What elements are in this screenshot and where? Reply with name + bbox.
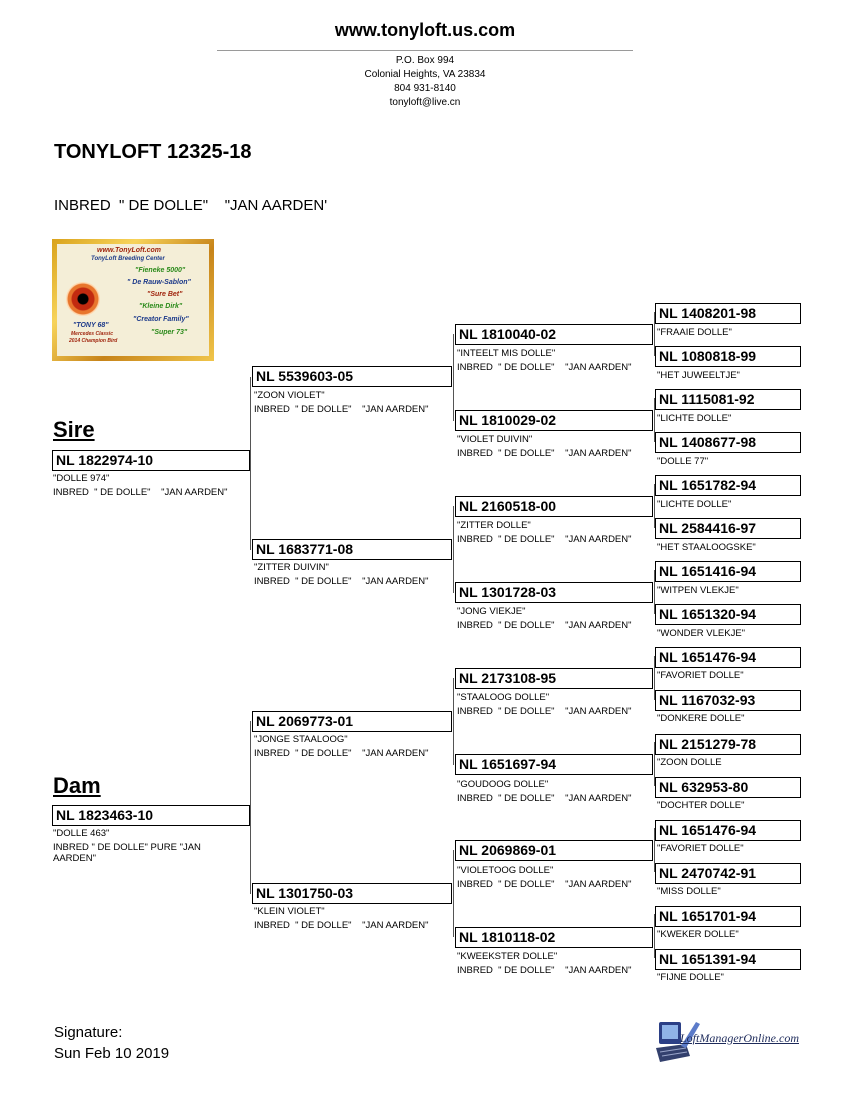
signature-block	[54, 1022, 169, 1064]
sire-name: "DOLLE 974"	[53, 473, 110, 484]
gen3-name: "GOUDOOG DOLLE"	[457, 779, 549, 790]
tonyloft-logo-image	[52, 239, 214, 361]
gen4-band: NL 1651391-94	[655, 949, 801, 970]
gen4-band: NL 2470742-91	[655, 863, 801, 884]
gen2-lineage: INBRED " DE DOLLE" "JAN AARDEN"	[254, 576, 429, 587]
dam-name: "DOLLE 463"	[53, 828, 110, 839]
gen4-band: NL 2584416-97	[655, 518, 801, 539]
gen3-name: "STAALOOG DOLLE"	[457, 692, 550, 703]
logo-line: "Kleine Dirk"	[139, 303, 183, 310]
gen2-lineage: INBRED " DE DOLLE" "JAN AARDEN"	[254, 920, 429, 931]
gen3-band: NL 2173108-95	[455, 668, 653, 689]
gen3-band: NL 1810040-02	[455, 324, 653, 345]
gen4-name: "HET STAALOOGSKE"	[657, 542, 756, 553]
gen3-band: NL 1651697-94	[455, 754, 653, 775]
gen4-band: NL 1651476-94	[655, 820, 801, 841]
gen2-band: NL 5539603-05	[252, 366, 452, 387]
signature-label: Signature:	[54, 1024, 123, 1041]
gen3-lineage: INBRED " DE DOLLE" "JAN AARDEN"	[457, 620, 632, 631]
gen2-name: "JONGE STAALOOG"	[254, 734, 348, 745]
gen4-band: NL 2151279-78	[655, 734, 801, 755]
connector-line	[453, 850, 454, 937]
logo-line: " De Rauw-Sablon"	[127, 279, 191, 286]
gen3-name: "VIOLET DUIVIN"	[457, 434, 533, 445]
pigeon-eye-icon	[66, 282, 100, 316]
gen3-name: "INTEELT MIS DOLLE"	[457, 348, 556, 359]
gen3-lineage: INBRED " DE DOLLE" "JAN AARDEN"	[457, 706, 632, 717]
gen3-lineage: INBRED " DE DOLLE" "JAN AARDEN"	[457, 362, 632, 373]
gen4-name: "FRAAIE DOLLE"	[657, 327, 732, 338]
sire-band: NL 1822974-10	[52, 450, 250, 471]
gen3-lineage: INBRED " DE DOLLE" "JAN AARDEN"	[457, 965, 632, 976]
gen3-band: NL 2069869-01	[455, 840, 653, 861]
gen4-name: "LICHTE DOLLE"	[657, 499, 732, 510]
gen3-band: NL 1301728-03	[455, 582, 653, 603]
loftmanager-brand: LoftManagerOnline.com	[680, 1031, 799, 1045]
page-title: TONYLOFT 12325-18	[54, 141, 252, 163]
gen4-band: NL 1651416-94	[655, 561, 801, 582]
gen3-name: "JONG VIEKJE"	[457, 606, 526, 617]
gen4-name: "DOCHTER DOLLE"	[657, 800, 745, 811]
gen3-band: NL 1810029-02	[455, 410, 653, 431]
logo-line: "Super 73"	[151, 329, 188, 336]
logo-line: "TONY 68"	[73, 322, 109, 329]
gen4-name: "ZOON DOLLE	[657, 757, 722, 768]
loftmanager-logo	[656, 1018, 799, 1066]
logo-line: www.TonyLoft.com	[97, 247, 162, 254]
gen4-name: "WITPEN VLEKJE"	[657, 585, 739, 596]
gen2-lineage: INBRED " DE DOLLE" "JAN AARDEN"	[254, 748, 429, 759]
gen2-band: NL 1683771-08	[252, 539, 452, 560]
header-divider	[217, 50, 633, 51]
page-subtitle: INBRED " DE DOLLE" "JAN AARDEN'	[54, 197, 328, 214]
website-heading: www.tonyloft.us.com	[334, 20, 516, 40]
gen3-lineage: INBRED " DE DOLLE" "JAN AARDEN"	[457, 793, 632, 804]
logo-line: TonyLoft Breeding Center	[91, 256, 165, 262]
gen2-name: "KLEIN VIOLET"	[254, 906, 325, 917]
gen4-band: NL 1408677-98	[655, 432, 801, 453]
gen4-name: "FAVORIET DOLLE"	[657, 843, 744, 854]
connector-line	[453, 678, 454, 765]
gen4-name: "HET JUWEELTJE"	[657, 370, 740, 381]
gen2-band: NL 2069773-01	[252, 711, 452, 732]
gen4-band: NL 1651476-94	[655, 647, 801, 668]
gen2-lineage: INBRED " DE DOLLE" "JAN AARDEN"	[254, 404, 429, 415]
gen4-band: NL 1408201-98	[655, 303, 801, 324]
gen3-lineage: INBRED " DE DOLLE" "JAN AARDEN"	[457, 534, 632, 545]
gen4-name: "DOLLE 77"	[657, 456, 709, 467]
dam-label: Dam	[53, 773, 101, 798]
gen2-name: "ZITTER DUIVIN"	[254, 562, 329, 573]
sire-label: Sire	[53, 417, 95, 442]
connector-line	[250, 721, 251, 894]
gen2-name: "ZOON VIOLET"	[254, 390, 325, 401]
logo-line: "Creator Family"	[133, 316, 189, 323]
connector-line	[250, 377, 251, 550]
logo-line: "Fieneke 5000"	[135, 267, 186, 274]
gen4-name: "MISS DOLLE"	[657, 886, 721, 897]
connector-line	[453, 506, 454, 593]
logo-line: Mercedes Classic	[71, 331, 113, 337]
gen3-name: "KWEEKSTER DOLLE"	[457, 951, 558, 962]
gen4-band: NL 1167032-93	[655, 690, 801, 711]
address-phone: 804 931-8140	[394, 83, 456, 94]
logo-line: "Sure Bet"	[147, 291, 183, 298]
gen3-lineage: INBRED " DE DOLLE" "JAN AARDEN"	[457, 448, 632, 459]
gen4-name: "LICHTE DOLLE"	[657, 413, 732, 424]
connector-line	[453, 334, 454, 421]
gen2-band: NL 1301750-03	[252, 883, 452, 904]
address-email: tonyloft@live.cn	[389, 97, 461, 108]
dam-band: NL 1823463-10	[52, 805, 250, 826]
gen4-band: NL 632953-80	[655, 777, 801, 798]
gen4-name: "FIJNE DOLLE"	[657, 972, 724, 983]
gen4-band: NL 1115081-92	[655, 389, 801, 410]
gen4-name: "DONKERE DOLLE"	[657, 713, 745, 724]
gen4-band: NL 1651782-94	[655, 475, 801, 496]
gen4-name: "KWEKER DOLLE"	[657, 929, 739, 940]
address-city: Colonial Heights, VA 23834	[364, 69, 486, 80]
address-po-box: P.O. Box 994	[395, 55, 455, 66]
sire-lineage: INBRED " DE DOLLE" "JAN AARDEN"	[53, 487, 228, 498]
gen3-name: "ZITTER DOLLE"	[457, 520, 531, 531]
logo-line: 2014 Champion Bird	[69, 338, 118, 344]
dam-lineage: INBRED " DE DOLLE" PURE "JAN AARDEN"	[53, 842, 201, 864]
gen3-name: "VIOLETOOG DOLLE"	[457, 865, 554, 876]
gen4-band: NL 1651701-94	[655, 906, 801, 927]
gen3-band: NL 2160518-00	[455, 496, 653, 517]
gen3-lineage: INBRED " DE DOLLE" "JAN AARDEN"	[457, 879, 632, 890]
gen3-band: NL 1810118-02	[455, 927, 653, 948]
gen4-band: NL 1080818-99	[655, 346, 801, 367]
gen4-name: "WONDER VLEKJE"	[657, 628, 746, 639]
print-date: Sun Feb 10 2019	[54, 1045, 170, 1062]
gen4-name: "FAVORIET DOLLE"	[657, 670, 744, 681]
gen4-band: NL 1651320-94	[655, 604, 801, 625]
